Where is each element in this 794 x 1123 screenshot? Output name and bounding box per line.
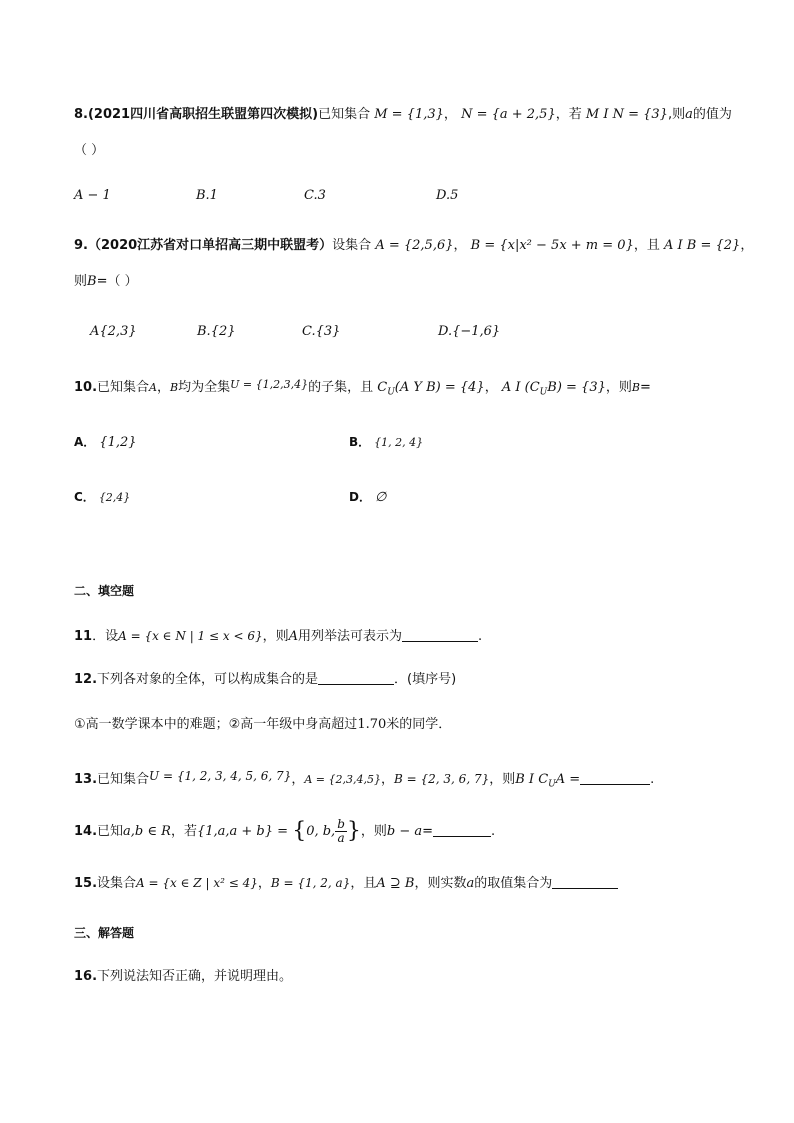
separator: ， (291, 772, 305, 787)
math-set-u: U = {1, 2, 3, 4, 5, 6, 7} (149, 769, 292, 783)
question-text: 已知集合 (97, 772, 150, 787)
math-intersection: A I B = {2} (664, 238, 741, 253)
math-number: 1.70 (357, 717, 387, 732)
math-intersection (501, 380, 606, 398)
answer-blank[interactable] (402, 627, 478, 642)
math-vars: a,b ∈ R (123, 824, 171, 839)
question-text: 设集合 (97, 876, 137, 891)
question-12 (74, 670, 456, 690)
question-text: ,则 (667, 107, 686, 122)
question-source: （2020江苏省对口单招高三期中联盟考） (87, 238, 333, 253)
answer-blank[interactable] (318, 670, 394, 685)
q10-option-c[interactable] (74, 487, 130, 508)
option-value: {1,2} (99, 435, 137, 450)
math-set-n: N = {a + 2,5} (461, 107, 556, 122)
separator: ， (257, 876, 271, 891)
question-source: (2021四川省高职招生联盟第四次模拟) (87, 107, 319, 122)
math-right-set: 0, b, (306, 824, 336, 839)
question-text: 已知集合 (97, 380, 150, 395)
math-relation: A ⊇ B (376, 876, 415, 891)
expr-main: B I C (515, 772, 549, 787)
answer-paren: =（ ） (96, 274, 138, 289)
math-var: a (685, 107, 693, 122)
question-text: . (650, 772, 655, 787)
brace-right-icon: } (346, 818, 361, 844)
math-var: a (466, 876, 475, 891)
option-label: B． (349, 435, 371, 449)
question-16 (74, 967, 292, 987)
q10-option-a[interactable] (74, 432, 137, 453)
separator: ， (443, 107, 457, 122)
question-number: 9. (74, 238, 88, 253)
separator: ， (453, 238, 467, 253)
math-set-b: B = {1, 2, a} (270, 876, 351, 890)
question-text: = (422, 824, 434, 839)
question-15 (74, 873, 618, 894)
math-set-a: A = {2,3,4,5} (304, 773, 381, 786)
q9-option-c[interactable]: C.{3} (302, 324, 341, 339)
separator: ， (484, 380, 498, 395)
option-value: {1, 2, 4} (374, 436, 424, 449)
math-var: A (288, 629, 298, 644)
option-value: ∅ (374, 490, 387, 505)
q8-option-d[interactable]: D.5 (436, 188, 459, 203)
question-14 (74, 818, 495, 845)
question-text: 的值为 (692, 107, 732, 122)
question-number: 8. (74, 107, 88, 122)
complement-symbol: C (377, 380, 388, 395)
question-8 (74, 105, 732, 125)
section-heading-answer: 三、解答题 (74, 926, 135, 940)
question-12-line2 (74, 715, 451, 735)
separator: ， (381, 772, 395, 787)
question-text: 则 (74, 274, 88, 289)
question-text: 的取值集合为 (474, 876, 553, 891)
subscript: U (387, 387, 395, 398)
q8-option-c[interactable]: C.3 (304, 188, 326, 203)
section-heading-fill-in: 二、填空题 (74, 584, 135, 598)
math-set-b: B = {x|x² − 5x + m = 0} (470, 238, 634, 253)
question-text: ，则实数 (414, 876, 467, 891)
question-number: 10. (74, 380, 98, 395)
question-text: 下列各对象的全体，可以构成集合的是 (97, 672, 319, 687)
question-13 (74, 766, 654, 795)
subscript: U (539, 387, 548, 398)
question-10 (74, 375, 651, 403)
math-var: B (631, 381, 640, 394)
math-set-b: B = {2, 3, 6, 7} (394, 772, 490, 786)
fraction-denominator: a (337, 831, 345, 845)
option-label: A． (74, 435, 96, 449)
question-text: ，若 (170, 824, 197, 839)
math-set-a: A = {x ∈ N | 1 ≤ x < 6} (118, 629, 263, 643)
math-intersection: M I N = {3} (585, 107, 668, 122)
math-set-u: U = {1,2,3,4} (230, 378, 309, 391)
q9-option-b[interactable]: B.{2} (197, 324, 236, 339)
math-fraction (335, 818, 347, 845)
question-text: ，且 (633, 238, 660, 253)
math-set-m: M = {1,3} (374, 107, 444, 122)
question-number: 15. (74, 876, 98, 891)
q9-option-a[interactable]: A{2,3} (90, 324, 137, 339)
question-9 (74, 236, 753, 256)
math-set-a: A = {2,5,6} (375, 238, 454, 253)
question-text: . (491, 824, 496, 839)
question-text: 的子集，且 (308, 380, 374, 395)
math-expression: b − a (386, 824, 423, 839)
question-text: ，若 (555, 107, 582, 122)
intersection-rest: B) = {3} (547, 380, 606, 395)
question-9-line2 (74, 272, 138, 292)
math-var: A (149, 381, 157, 394)
question-text: . (478, 629, 483, 644)
q10-option-d[interactable] (349, 487, 386, 508)
question-number: 12. (74, 672, 98, 687)
question-number: 13. (74, 772, 98, 787)
math-var: B (170, 381, 179, 394)
q8-option-a[interactable]: A − 1 (74, 188, 111, 203)
q9-option-d[interactable]: D.{−1,6} (438, 324, 501, 339)
question-text: ，则 (605, 380, 632, 395)
separator: ， (157, 380, 171, 395)
expr-rest: A = (555, 772, 581, 787)
question-text: ，则 (262, 629, 289, 644)
math-complement (377, 380, 485, 398)
question-text: 均为全集 (178, 380, 231, 395)
math-var: B (87, 274, 97, 289)
question-number: 14. (74, 824, 98, 839)
math-left-set: {1,a,a + b} = (196, 824, 289, 839)
question-number: 16. (74, 969, 98, 984)
question-text: ，且 (350, 876, 377, 891)
question-text: 已知集合 (318, 107, 371, 122)
intersection-expr: A I (C (501, 380, 540, 395)
question-text: 下列说法知否正确，并说明理由。 (97, 969, 293, 984)
question-text: 已知 (97, 824, 124, 839)
math-expression (515, 772, 581, 790)
answer-blank[interactable] (433, 822, 491, 837)
question-text: = (639, 380, 651, 395)
separator: ， (740, 238, 754, 253)
question-text: 设集合 (332, 238, 372, 253)
question-text: ．(填序号) (394, 672, 457, 687)
subscript: U (548, 779, 556, 790)
option-label: C． (74, 490, 95, 504)
question-text: ，则 (489, 772, 516, 787)
brace-left-icon: { (292, 818, 307, 844)
question-number: 11 (74, 629, 93, 644)
question-11 (74, 626, 482, 647)
answer-blank[interactable] (580, 770, 650, 785)
question-text: ．设 (92, 629, 119, 644)
q10-option-b[interactable] (349, 432, 423, 453)
fraction-numerator: b (337, 817, 345, 831)
complement-expr: (A Y B) = {4} (394, 380, 485, 395)
question-text: 用列举法可表示为 (298, 629, 403, 644)
answer-paren: （ ） (74, 143, 105, 158)
q8-option-b[interactable]: B.1 (196, 188, 218, 203)
question-text: 米的同学． (386, 717, 452, 732)
question-text: ，则 (360, 824, 387, 839)
math-set-a: A = {x ∈ Z | x² ≤ 4} (136, 876, 258, 890)
option-value: {2,4} (98, 491, 131, 504)
answer-blank[interactable] (552, 874, 618, 889)
option-label: D． (349, 490, 371, 504)
question-text: ①高一数学课本中的难题；②高一年级中身高超过 (74, 717, 358, 732)
